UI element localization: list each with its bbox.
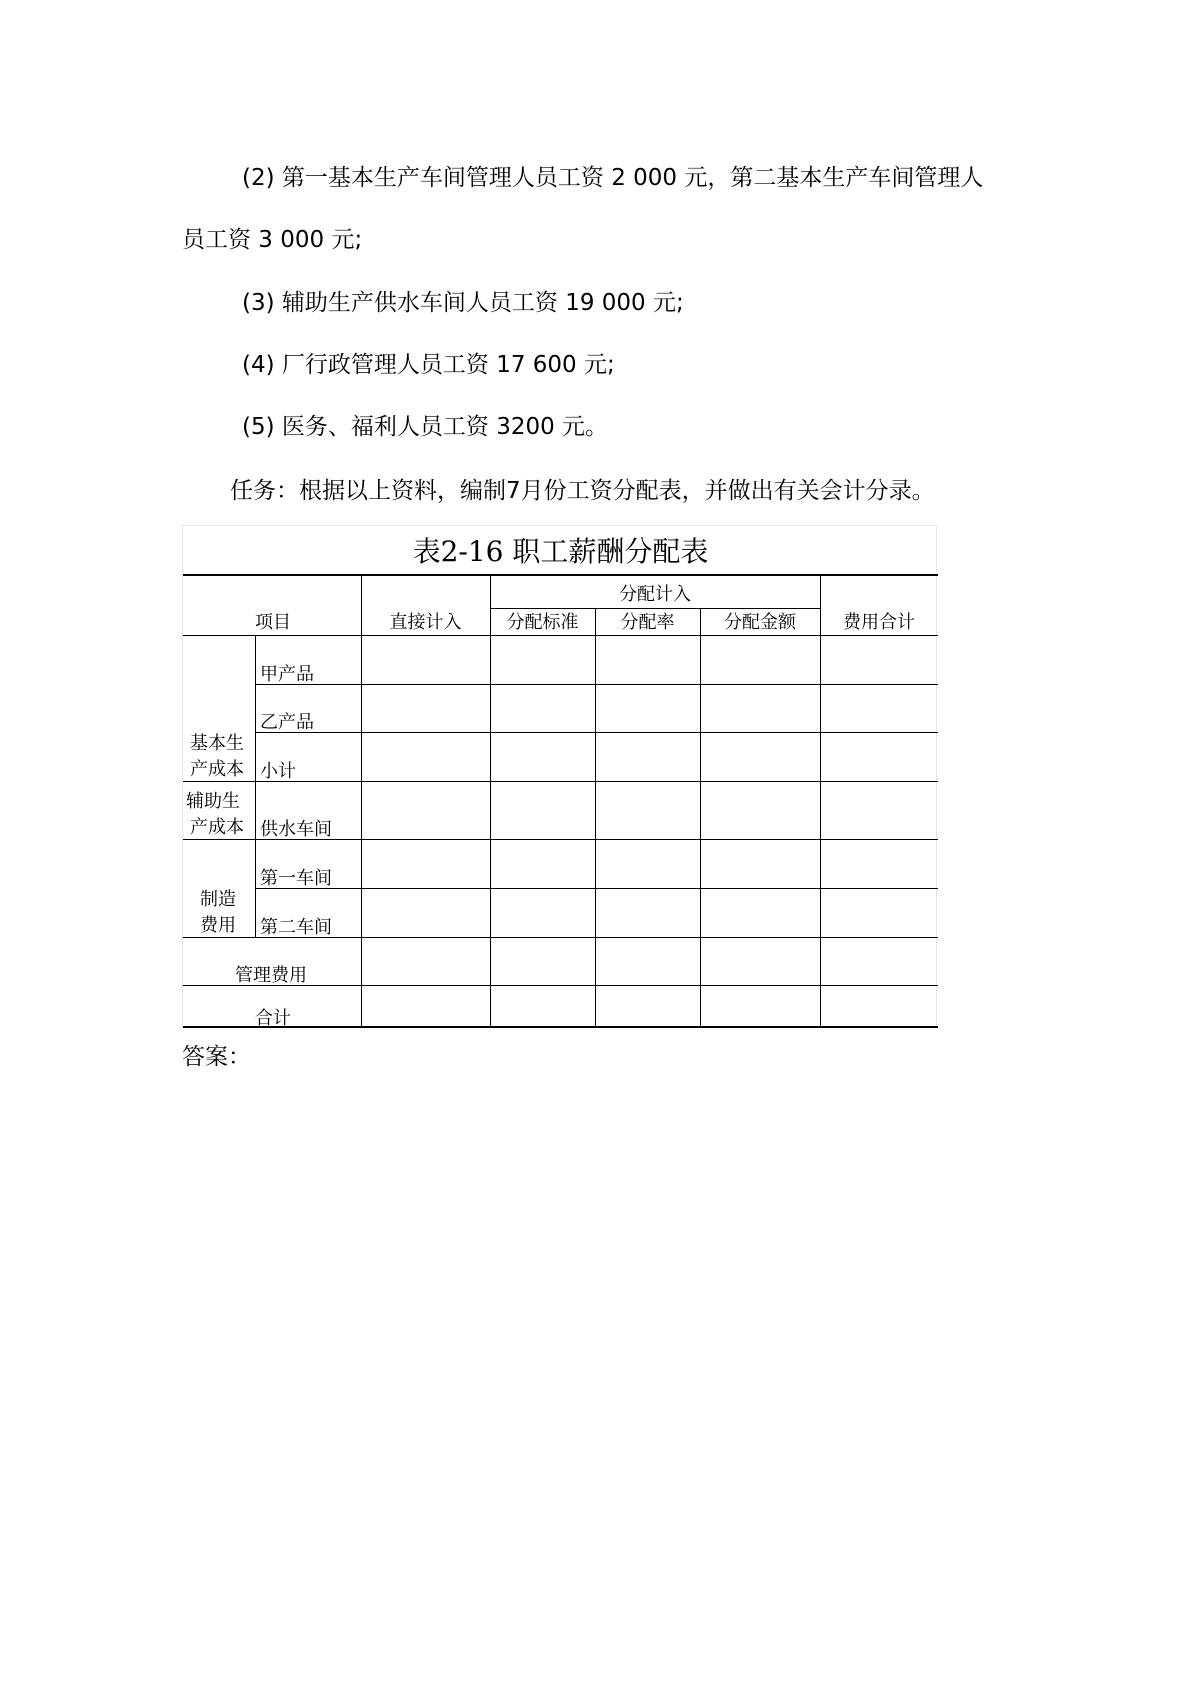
table-rule: [490, 608, 820, 609]
paragraph-item-2-line1: (2) 第一基本生产车间管理人员工资 2 000 元，第二基本生产车间管理人: [242, 165, 984, 191]
row-label-workshop-2: 第二车间: [260, 917, 332, 938]
group-mfg-line2: 费用: [200, 915, 236, 936]
row-label-water-workshop: 供水车间: [260, 819, 332, 840]
table-rule: [361, 576, 362, 1026]
table-rule: [595, 608, 596, 1026]
table-title: 表2-16 职工薪酬分配表: [412, 535, 709, 568]
table-rule: [255, 635, 256, 937]
paragraph-item-3: (3) 辅助生产供水车间人员工资 19 000 元;: [242, 290, 684, 316]
header-alloc-standard: 分配标准: [506, 612, 579, 633]
table-rule: [255, 732, 938, 733]
table-rule: [700, 608, 701, 1026]
row-label-admin-expense: 管理费用: [235, 965, 307, 986]
group-basic-line2: 产成本: [190, 759, 244, 780]
group-aux-line1: 辅助生: [186, 791, 240, 812]
row-label-subtotal: 小计: [260, 761, 296, 782]
answer-label: 答案：: [182, 1044, 251, 1070]
header-direct: 直接计入: [389, 612, 462, 633]
table-rule: [183, 781, 938, 782]
row-label-product-b: 乙产品: [260, 712, 314, 733]
table-rule: [255, 888, 938, 889]
header-alloc-amount: 分配金额: [724, 612, 796, 633]
header-alloc-group: 分配计入: [619, 584, 691, 605]
salary-allocation-table: [182, 525, 937, 1027]
table-rule: [820, 576, 821, 1026]
paragraph-item-4: (4) 厂行政管理人员工资 17 600 元;: [242, 352, 615, 378]
group-aux-line2: 产成本: [190, 817, 244, 838]
row-label-workshop-1: 第一车间: [260, 868, 332, 889]
group-basic-line1: 基本生: [190, 733, 244, 754]
task-statement: 任务：根据以上资料，编制7月份工资分配表，并做出有关会计分录。: [230, 478, 935, 504]
table-rule: [490, 576, 491, 1026]
row-label-total: 合计: [255, 1008, 291, 1029]
paragraph-item-5: (5) 医务、福利人员工资 3200 元。: [242, 414, 609, 440]
row-label-product-a: 甲产品: [260, 664, 314, 685]
header-total-cost: 费用合计: [843, 612, 915, 633]
header-alloc-rate: 分配率: [620, 612, 675, 633]
table-rule: [183, 574, 938, 576]
group-mfg-line1: 制造: [200, 889, 236, 910]
paragraph-item-2-line2: 员工资 3 000 元;: [182, 227, 363, 253]
header-item: 项目: [255, 612, 291, 633]
table-rule: [183, 1026, 938, 1028]
table-rule: [255, 684, 938, 685]
